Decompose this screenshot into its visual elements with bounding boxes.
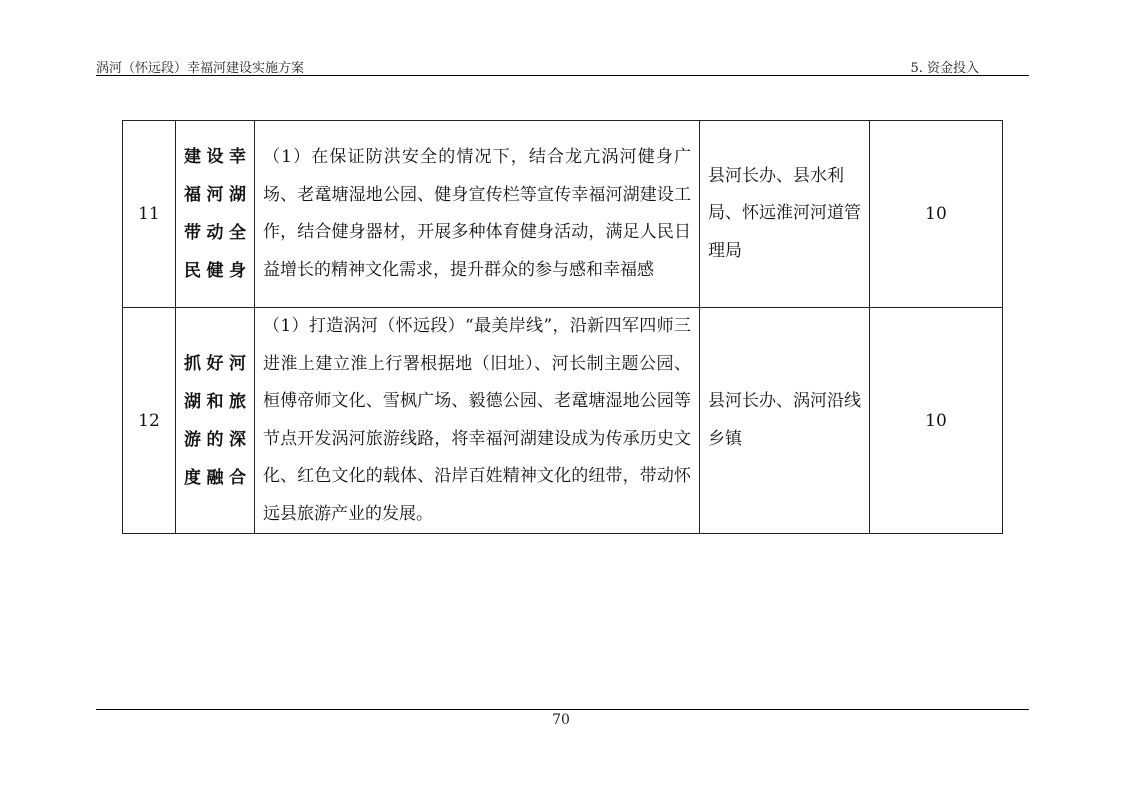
footer-rule bbox=[96, 709, 1029, 710]
document-title: 涡河（怀远段）幸福河建设实施方案 bbox=[96, 61, 305, 76]
header-rule bbox=[96, 75, 1029, 76]
page-number: 70 bbox=[552, 712, 570, 728]
responsible-department: 县河长办、县水利局、怀远淮河河道管理局 bbox=[700, 121, 870, 308]
row-number: 12 bbox=[123, 308, 176, 534]
project-name-line: 民健身 bbox=[184, 261, 246, 281]
project-name-line: 建设幸 bbox=[184, 147, 246, 167]
project-name-line: 湖和旅 bbox=[184, 391, 246, 412]
project-name-line: 带动全 bbox=[184, 223, 246, 243]
investment-amount: 10 bbox=[870, 121, 1003, 308]
project-table bbox=[122, 120, 1003, 534]
project-name-line: 度融合 bbox=[184, 467, 246, 488]
page-header bbox=[96, 57, 1029, 75]
section-title: 5. 资金投入 bbox=[910, 61, 979, 76]
project-name-line: 抓好河 bbox=[184, 353, 246, 374]
project-name bbox=[176, 121, 255, 308]
project-name-line: 福河湖 bbox=[184, 185, 246, 205]
project-name bbox=[176, 308, 255, 534]
responsible-department: 县河长办、涡河沿线乡镇 bbox=[700, 308, 870, 534]
project-name-line: 游的深 bbox=[184, 429, 246, 450]
table-row bbox=[123, 121, 1003, 308]
project-content: （1）在保证防洪安全的情况下，结合龙亢涡河健身广场、老鼋塘湿地公园、健身宣传栏等宣传幸福河湖建设工作，结合健身器材，开展多种体育健身活动，满足人民日益增长的精神文化需求，提升群众的参与感和幸福感 bbox=[255, 121, 700, 308]
investment-amount: 10 bbox=[870, 308, 1003, 534]
project-content: （1）打造涡河（怀远段）“最美岸线”，沿新四军四师三进淮上建立淮上行署根据地（旧址）、河长制主题公园、桓傅帝师文化、雪枫广场、毅德公园、老鼋塘湿地公园等节点开发涡河旅游线路，将幸福河湖建设成为传承历史文化、红色文化的载体、沿岸百姓精神文化的纽带，带动怀远县旅游产业的发展。 bbox=[255, 308, 700, 534]
table-row bbox=[123, 308, 1003, 534]
row-number: 11 bbox=[123, 121, 176, 308]
